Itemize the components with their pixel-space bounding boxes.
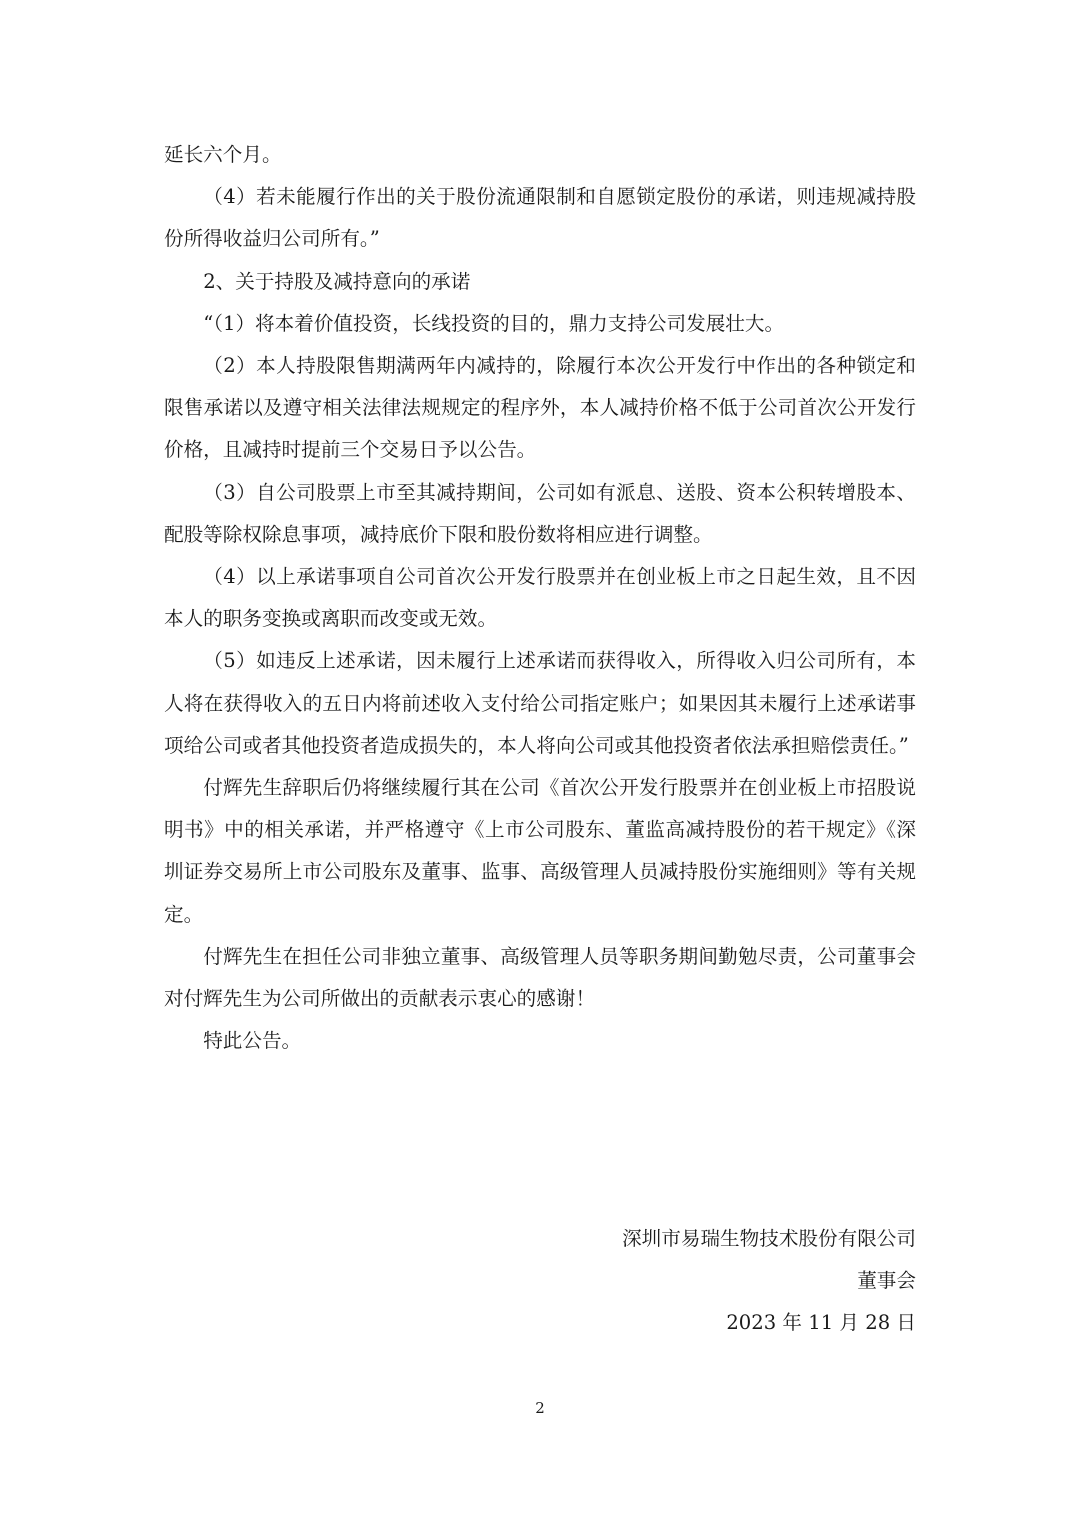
- signature-board: 董事会: [857, 1269, 916, 1292]
- paragraph-6: （3）自公司股票上市至其减持期间，公司如有派息、送股、资本公积转增股本、配股等除权除息事项，减持底价下限和股份数将相应进行调整。: [164, 480, 916, 546]
- paragraph-3: 2、关于持股及减持意向的承诺: [203, 269, 471, 293]
- paragraph-9: 付辉先生辞职后仍将继续履行其在公司《首次公开发行股票并在创业板上市招股说明书》中的相关承诺，并严格遵守《上市公司股东、董监高减持股份的若干规定》《深圳证券交易所上市公司股东及董事、监事、高级管理人员减持股份实施细则》等有关规定。: [164, 776, 916, 926]
- paragraph-10: 付辉先生在担任公司非独立董事、高级管理人员等职务期间勤勉尽责，公司董事会对付辉先生为公司所做出的贡献表示衷心的感谢！: [164, 944, 916, 1011]
- paragraph-2: （4）若未能履行作出的关于股份流通限制和自愿锁定股份的承诺，则违规减持股份所得收益归公司所有。”: [164, 185, 916, 251]
- body-text: [164, 134, 916, 1062]
- signature-block: [622, 1218, 916, 1344]
- paragraph-11: 特此公告。: [203, 1029, 302, 1053]
- paragraph-8: （5）如违反上述承诺，因未履行上述承诺而获得收入，所得收入归公司所有，本人将在获得收入的五日内将前述收入支付给公司指定账户；如果因其未履行上述承诺事项给公司或者其他投资者造成损失的，本人将向公司或其他投资者依法承担赔偿责任。”: [164, 649, 916, 757]
- paragraph-7: （4）以上承诺事项自公司首次公开发行股票并在创业板上市之日起生效，且不因本人的职务变换或离职而改变或无效。: [164, 565, 916, 631]
- paragraph-5: （2）本人持股限售期满两年内减持的，除履行本次公开发行中作出的各种锁定和限售承诺以及遵守相关法律法规规定的程序外，本人减持价格不低于公司首次公开发行价格，且减持时提前三个交易日予以公告。: [164, 354, 916, 462]
- signature-company: 深圳市易瑞生物技术股份有限公司: [622, 1227, 916, 1250]
- signature-date: 2023 年 11 月 28 日: [726, 1311, 916, 1334]
- paragraph-4: “（1）将本着价值投资，长线投资的目的，鼎力支持公司发展壮大。: [203, 311, 785, 335]
- page-number: 2: [535, 1399, 545, 1417]
- paragraph-1: 延长六个月。: [164, 143, 282, 166]
